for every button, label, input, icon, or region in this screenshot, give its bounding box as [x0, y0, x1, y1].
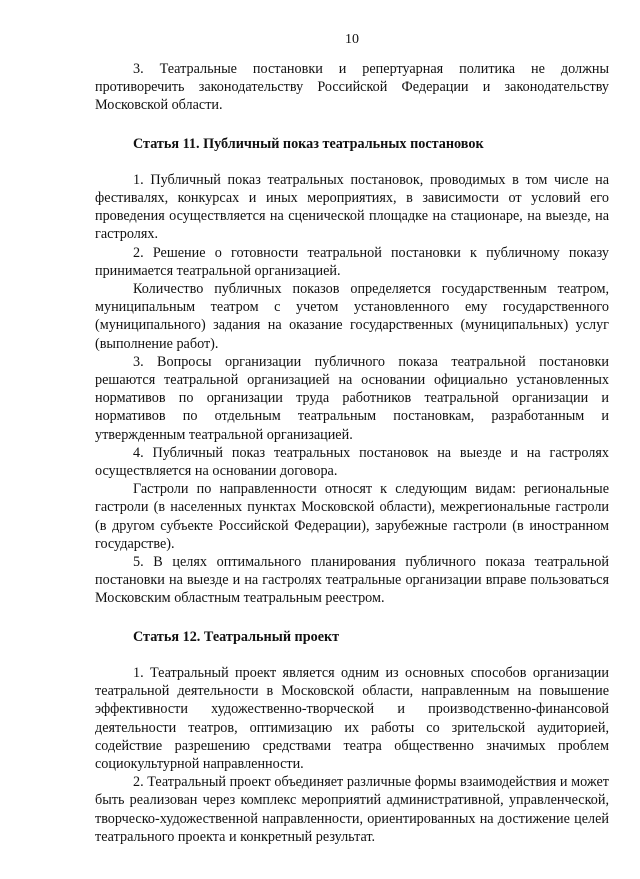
article-11-paragraph-1: 1. Публичный показ театральных постановок, проводимых в том числе на фестивалях, конкурсах и иных мероприятиях, в зависимости от условий его проведения осуществляется на сценической площадке на стационаре, на выезде, на гастролях. — [95, 171, 609, 243]
spacer — [95, 646, 609, 664]
article-11-paragraph-3: 3. Вопросы организации публичного показа театральной постановки решаются театральной организацией на основании официально установленных нормативов по организации труда работников театральной организации и нормативов по отдельным театральным постановкам, разработанным и утвержденным театральной организацией. — [95, 353, 609, 443]
spacer — [95, 608, 609, 628]
spacer — [95, 153, 609, 171]
spacer — [95, 115, 609, 135]
article-11-paragraph-4-continued: Гастроли по направленности относят к следующим видам: региональные гастроли (в населенных пунктах Московской области), межрегиональные гастроли (в другом субъекте Российской Федерации), зарубежные гастроли (в иностранном государстве). — [95, 481, 609, 552]
article-11-paragraph-2: 2. Решение о готовности театральной постановки к публичному показу принимается театральной организацией. — [95, 244, 609, 279]
article-11-paragraph-4: 4. Публичный показ театральных постановок на выезде и на гастролях осуществляется на основании договора. — [95, 444, 609, 480]
page-number: 10 — [345, 32, 359, 47]
article-12-paragraph-2: 2. Театральный проект объединяет различные формы взаимодействия и может быть реализован через комплекс мероприятий административной, управленческой, творческо-художественной направленности, ориентированных на достижение целей театрального проекта и конкретный результат. — [95, 774, 609, 845]
paragraph-10-3: 3. Театральные постановки и репертуарная политика не должны противоречить законодательству Российской Федерации и законодательству Московской области. — [95, 61, 609, 114]
article-12-paragraph-1: 1. Театральный проект является одним из основных способов организации театральной деятельности в Московской области, направленным на повышение эффективности художественно-творческой и производственно-финансовой деятельности театров, оптимизацию их работы со зрительской аудиторией, содействие разрешению средствами театра общественно значимых проблем социокультурной направленности. — [95, 664, 609, 772]
article-11-paragraph-2-continued: Количество публичных показов определяется государственным театром, муниципальным театром с учетом установленного ему государственного (муниципального) задания на оказание государственных (муниципальных) услуг (выполнение работ). — [95, 281, 609, 352]
article-12-heading: Статья 12. Театральный проект — [133, 628, 340, 645]
article-11-heading: Статья 11. Публичный показ театральных постановок — [133, 135, 484, 152]
document-content — [95, 60, 609, 846]
article-11-paragraph-5: 5. В целях оптимального планирования публичного показа театральной постановки на выезде и на гастролях театральные организации вправе пользоваться Московским областным театральным реестром. — [95, 554, 609, 607]
